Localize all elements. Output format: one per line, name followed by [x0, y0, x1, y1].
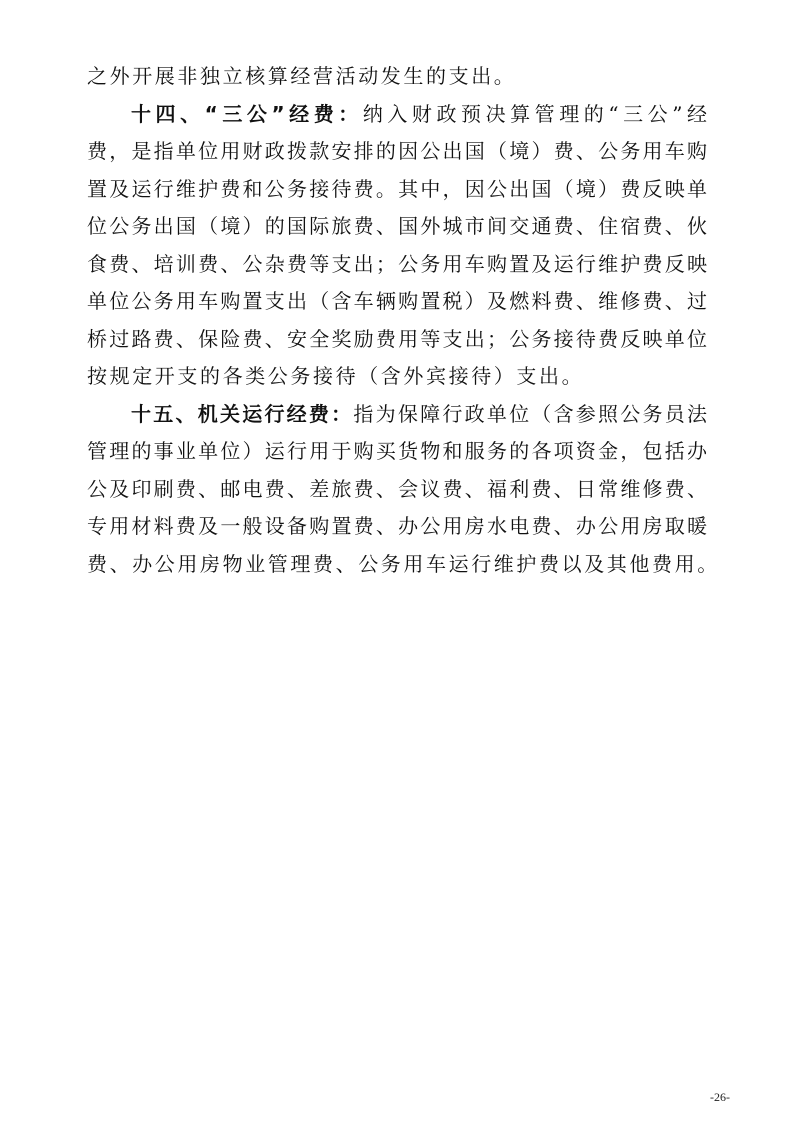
- paragraph-14-line: 单位公务用车购置支出（含车辆购置税）及燃料费、维修费、过: [87, 289, 707, 313]
- paragraph-14-first-line-text: 纳入财政预决算管理的“三公”经: [362, 101, 707, 126]
- paragraph-15-first-line: [87, 396, 707, 434]
- paragraph-14-last-line: 按规定开支的各类公务接待（含外宾接待）支出。: [87, 364, 585, 388]
- paragraph-15-line: 公及印刷费、邮电费、差旅费、会议费、福利费、日常维修费、: [87, 476, 707, 501]
- paragraph-14-line: 置及运行维护费和公务接待费。其中，因公出国（境）费反映单: [87, 176, 707, 201]
- paragraph-15-first-line-text: 指为保障行政单位（含参照公务员法: [353, 401, 708, 426]
- paragraph-14-line: 桥过路费、保险费、安全奖励费用等支出；公务接待费反映单位: [87, 326, 707, 351]
- document-body: [87, 58, 720, 583]
- page-number: -26-: [710, 1090, 730, 1104]
- paragraph-14-heading: 十四、“三公”经费：: [131, 101, 363, 126]
- paragraph-15-heading: 十五、机关运行经费：: [131, 401, 354, 426]
- paragraph-14-line: 位公务出国（境）的国际旅费、国外城市间交通费、住宿费、伙: [87, 214, 707, 238]
- paragraph-15-line: 专用材料费及一般设备购置费、办公用房水电费、办公用房取暖: [87, 514, 707, 538]
- paragraph-15-last-line: 费、办公用房物业管理费、公务用车运行维护费以及其他费用。: [87, 551, 720, 576]
- paragraph-continuation-line: 之外开展非独立核算经营活动发生的支出。: [87, 64, 517, 88]
- paragraph-14-line: 食费、培训费、公杂费等支出；公务用车购置及运行维护费反映: [87, 251, 707, 276]
- paragraph-14-first-line: [87, 96, 707, 134]
- paragraph-15-line: 管理的事业单位）运行用于购买货物和服务的各项资金，包括办: [87, 439, 707, 463]
- paragraph-14-line: 费，是指单位用财政拨款安排的因公出国（境）费、公务用车购: [87, 139, 707, 163]
